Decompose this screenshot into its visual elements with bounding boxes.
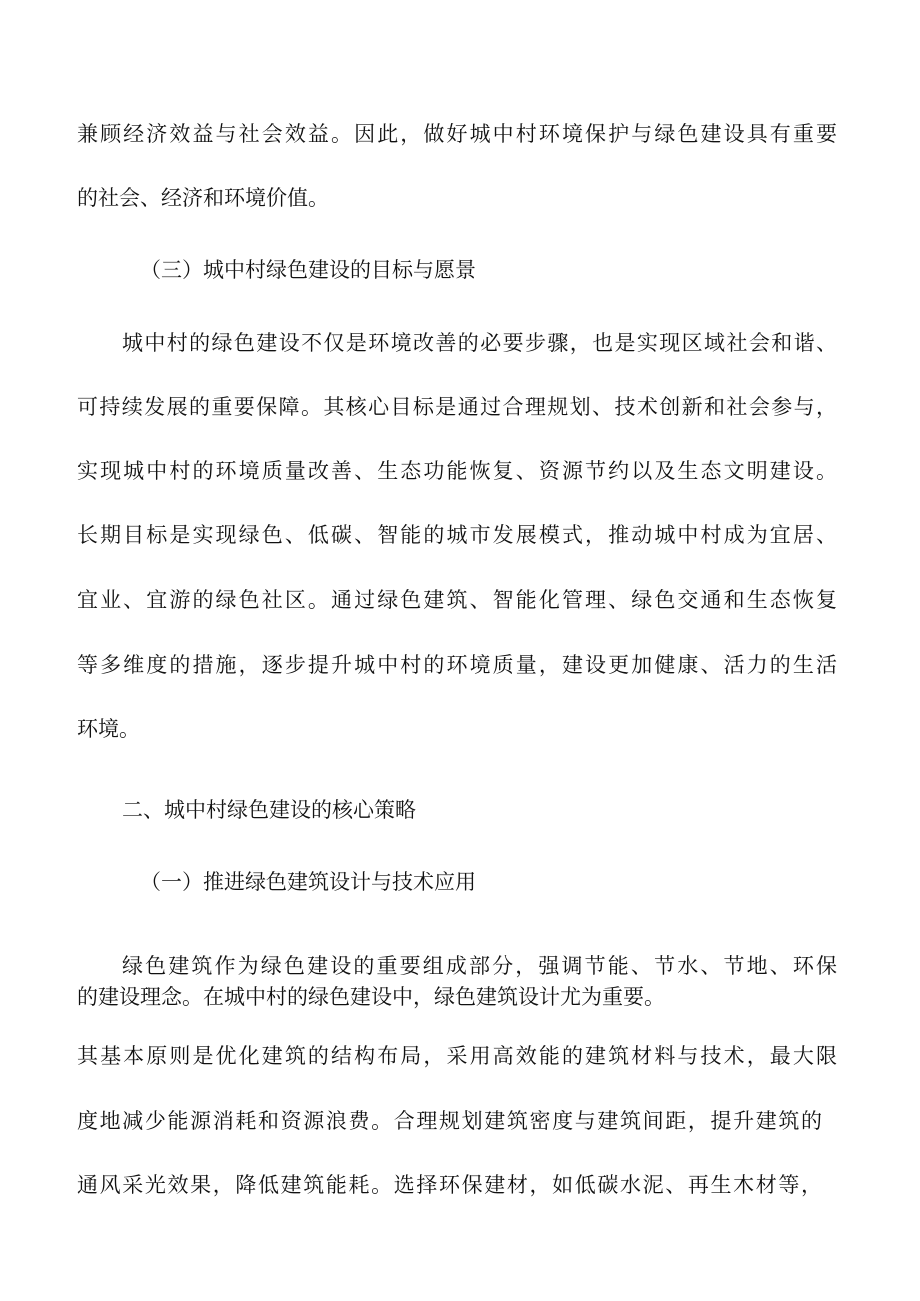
paragraph-line: 度地减少能源消耗和资源浪费。合理规划建筑密度与建筑间距，提升建筑的	[77, 1109, 822, 1133]
section-heading-3: （三）城中村绿色建设的目标与愿景	[140, 258, 476, 282]
paragraph-line: 的建设理念。在城中村的绿色建设中，绿色建筑设计尤为重要。	[77, 985, 665, 1009]
paragraph-line: 实现城中村的环境质量改善、生态功能恢复、资源节约以及生态文明建设。	[77, 459, 837, 483]
paragraph-line: 环境。	[77, 717, 140, 741]
section-heading-1: （一）推进绿色建筑设计与技术应用	[140, 870, 476, 894]
chapter-heading-2: 二、城中村绿色建设的核心策略	[122, 798, 416, 822]
paragraph-line: 城中村的绿色建设不仅是环境改善的必要步骤，也是实现区域社会和谐、	[122, 331, 837, 355]
paragraph-line: 等多维度的措施，逐步提升城中村的环境质量，建设更加健康、活力的生活	[77, 653, 837, 677]
paragraph-line: 可持续发展的重要保障。其核心目标是通过合理规划、技术创新和社会参与，	[77, 395, 837, 419]
paragraph-line: 绿色建筑作为绿色建设的重要组成部分，强调节能、节水、节地、环保	[122, 954, 837, 978]
paragraph-line: 通风采光效果，降低建筑能耗。选择环保建材，如低碳水泥、再生木材等，	[77, 1173, 822, 1197]
paragraph-line: 宜业、宜游的绿色社区。通过绿色建筑、智能化管理、绿色交通和生态恢复	[77, 588, 837, 612]
paragraph-line: 兼顾经济效益与社会效益。因此，做好城中村环境保护与绿色建设具有重要	[77, 122, 837, 146]
paragraph-line: 其基本原则是优化建筑的结构布局，采用高效能的建筑材料与技术，最大限	[77, 1044, 837, 1068]
paragraph-line: 的社会、经济和环境价值。	[77, 186, 329, 210]
paragraph-line: 长期目标是实现绿色、低碳、智能的城市发展模式，推动城中村成为宜居、	[77, 523, 837, 547]
